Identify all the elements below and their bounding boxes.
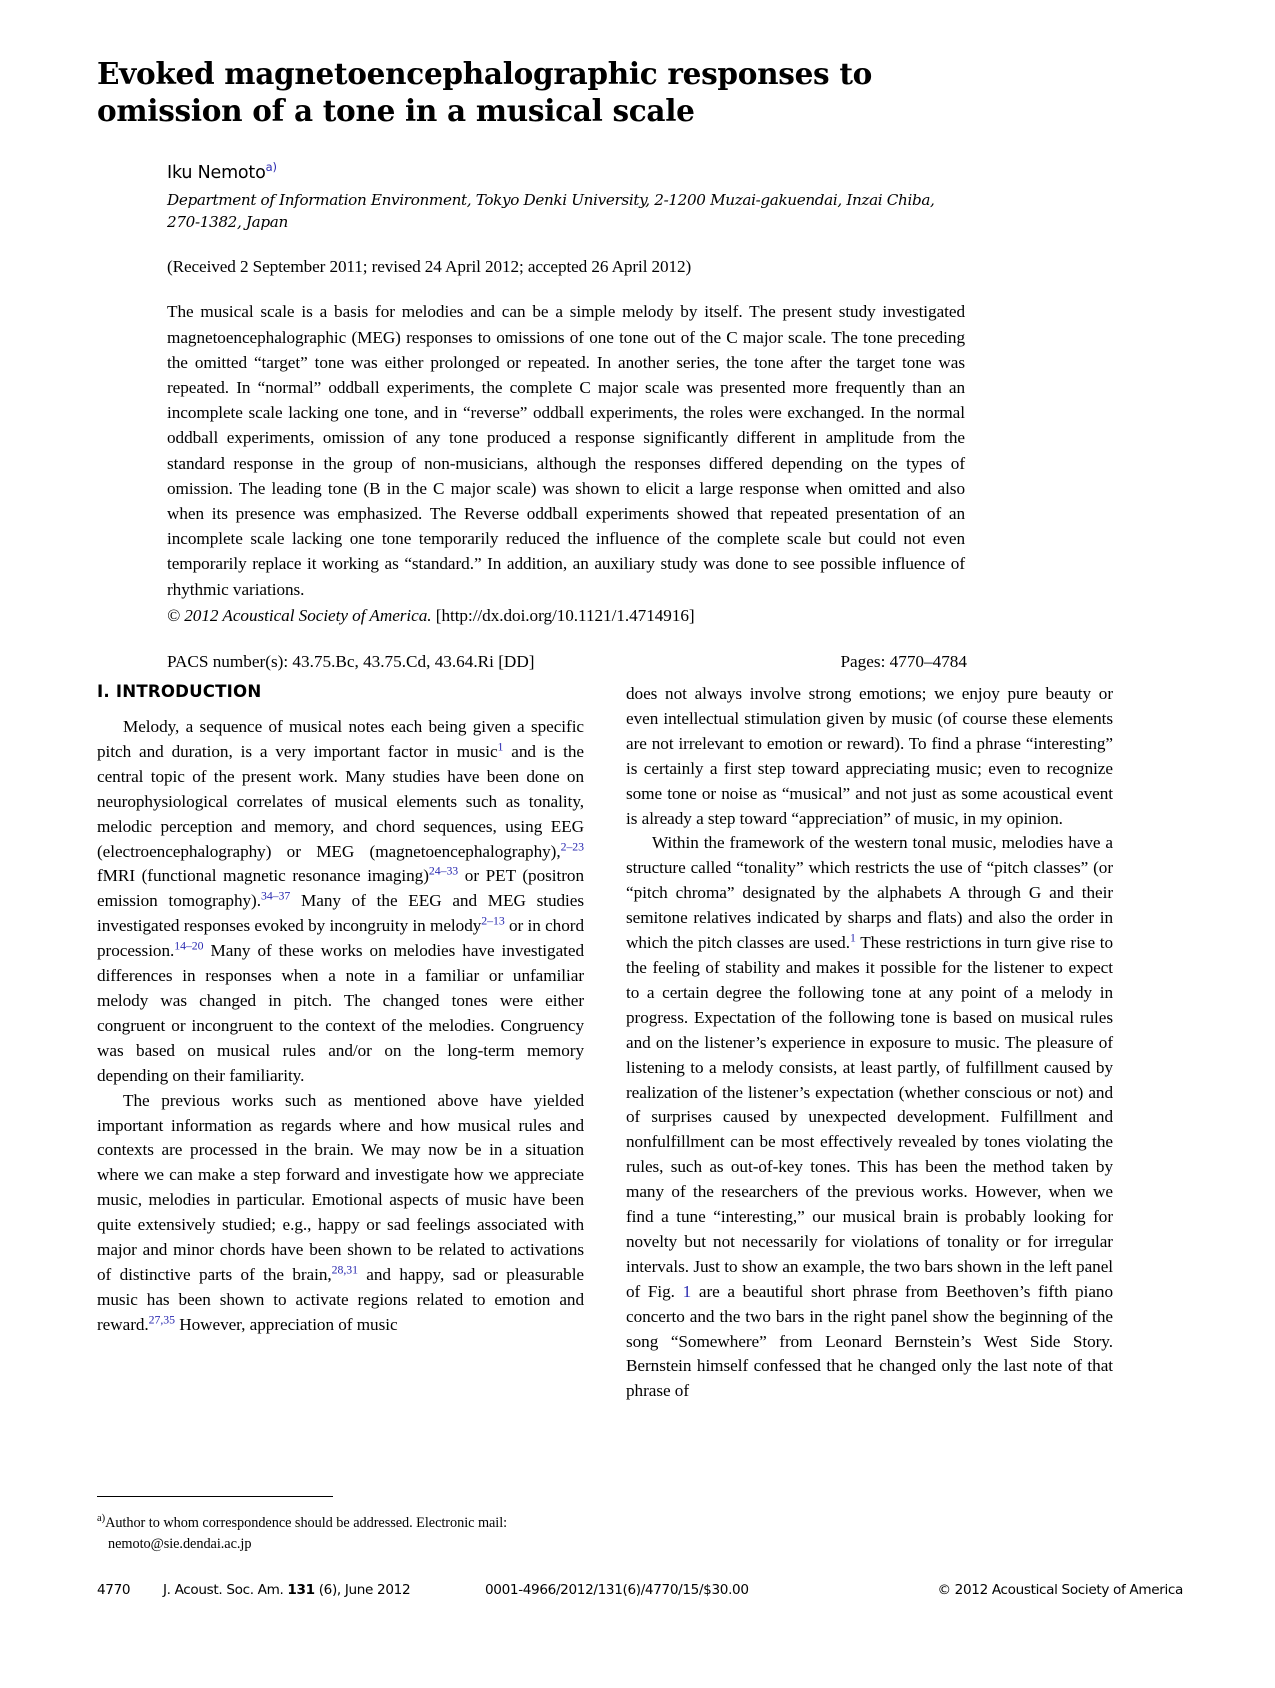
- footnote-email[interactable]: nemoto@sie.dendai.ac.jp: [108, 1535, 252, 1552]
- figure-reference-link[interactable]: 1: [682, 1281, 692, 1301]
- paragraph-intro-2: [97, 1089, 584, 1338]
- paper-header: [97, 55, 1179, 672]
- pacs-row: [167, 652, 967, 672]
- text-seg: are a beautiful short phrase from Beethoven’s fifth piano concerto and the two bars in the right panel show the beginning of the song “Somewhere” from Leonard Bernstein’s West Side Story. Bernstein himself confessed that he changed only the last note of that phrase of: [626, 1281, 1113, 1401]
- footnote-block: [97, 1496, 584, 1554]
- text-seg: fMRI (functional magnetic resonance imaging): [97, 866, 429, 886]
- text-seg: or in chord procession.: [97, 916, 584, 961]
- citation-ref[interactable]: 34–37: [260, 888, 291, 903]
- left-column: [97, 682, 584, 1404]
- paragraph-intro-3: does not always involve strong emotions; we enjoy pure beauty or even intellectual stimulation given by music (of course these elements are not irrelevant to emotion or reward). To find a phrase “interesting” is certainly a first step toward appreciating music; even to recognize some tone or noise as “musical” and not just as some acoustical event is already a step toward “appreciation” of music, in my opinion.: [626, 684, 1113, 828]
- abstract-text: The musical scale is a basis for melodies and can be a simple melody by itself. The present study investigated magnetoencephalographic (MEG) responses to omissions of one tone out of the C major scale. The tone preceding the omitted “target” tone was either prolonged or repeated. In another series, the tone after the target tone was repeated. In “normal” oddball experiments, the complete C major scale was presented more frequently than an incomplete scale lacking one tone, and in “reverse” oddball experiments, the roles were exchanged. In the normal oddball experiments, omission of any tone produced a response significantly different in amplitude from the standard response in the group of non-musicians, although the responses differed depending on the types of omission. The leading tone (B in the C major scale) was shown to elicit a large response when omitted and also when its presence was emphasized. The Reverse oddball experiments showed that repeated presentation of an incomplete scale lacking one tone temporarily reduced the influence of the complete scale but could not even temporarily replace it working as “standard.” In addition, an auxiliary study was done to see possible influence of rhythmic variations.: [167, 302, 965, 599]
- author-block: [167, 160, 967, 628]
- doi-link[interactable]: [http://dx.doi.org/10.1121/1.4714916]: [435, 605, 695, 625]
- paragraph-intro-1: [97, 715, 584, 1089]
- citation-ref[interactable]: 1: [849, 930, 856, 945]
- footnote-marker: a): [97, 1513, 106, 1525]
- footnote-text: [97, 1513, 584, 1554]
- pacs-numbers: PACS number(s): 43.75.Bc, 43.75.Cd, 43.64.Ri [DD]: [167, 651, 535, 671]
- footnote-body: Author to whom correspondence should be addressed. Electronic mail:: [105, 1515, 508, 1531]
- journal-issue-date: (6), June 2012: [314, 1582, 411, 1598]
- text-seg: or PET (positron emission tomography).: [97, 866, 584, 911]
- author-affiliation: Department of Information Environment, Tokyo Denki University, 2-1200 Muzai-gakuendai, Inzai Chiba, 270-1382, Japan: [167, 191, 935, 231]
- footer-page-number: 4770: [97, 1582, 131, 1598]
- footer-issn-line: 0001-4966/2012/131(6)/4770/15/$30.00: [485, 1582, 749, 1598]
- text-seg: Many of the EEG and MEG studies investigated responses evoked by incongruity in melody: [97, 891, 584, 936]
- text-seg: and happy, sad or pleasurable music has been shown to activate regions related to emotion and reward.: [97, 1264, 584, 1334]
- citation-ref[interactable]: 1: [497, 739, 504, 754]
- page-range: Pages: 4770–4784: [840, 651, 967, 671]
- right-column: [626, 682, 1113, 1404]
- citation-ref[interactable]: 2–23: [560, 838, 584, 853]
- citation-ref[interactable]: 2–13: [481, 913, 505, 928]
- paragraph-intro-4: [626, 831, 1113, 1404]
- page-title: Evoked magnetoencephalographic responses to omission of a tone in a musical scale: [97, 56, 873, 129]
- footer-copyright: © 2012 Acoustical Society of America: [937, 1582, 1183, 1598]
- author-footnote-marker[interactable]: a): [265, 160, 277, 175]
- received-dates: (Received 2 September 2011; revised 24 April 2012; accepted 26 April 2012): [167, 257, 692, 277]
- text-seg: The previous works such as mentioned above have yielded important information as regards where and how musical rules and contexts are processed in the brain. We may now be in a situation where we can make a step forward and investigate how we appreciate music, melodies in particular. Emotional aspects of music have been quite extensively studied; e.g., happy or sad feelings associated with major and minor chords have been shown to be related to activations of distinctive parts of the brain,: [97, 1090, 584, 1284]
- citation-ref[interactable]: 27,35: [148, 1312, 175, 1327]
- journal-volume: 131: [287, 1582, 315, 1598]
- abstract-copyright-line: [167, 603, 965, 628]
- citation-ref[interactable]: 28,31: [331, 1262, 358, 1277]
- citation-ref[interactable]: 14–20: [174, 938, 204, 953]
- body-columns: [97, 682, 1183, 1404]
- text-seg: Many of these works on melodies have investigated differences in responses when a note in a familiar or unfamiliar melody was changed in pitch. The changed tones were either congruent or incongruent to the context of the melodies. Congruency was based on musical rules and/or on the long-term memory depending on their familiarity.: [97, 941, 584, 1085]
- text-seg: These restrictions in turn give rise to the feeling of stability and makes it possible for the listener to expect to a certain degree the following tone at any point of a melody in progress. Expectation of the following tone is based on musical rules and on the listener’s experience in exposure to music. The pleasure of listening to a melody consists, at least partly, of fulfillment caused by realization of the listener’s expectation (whether conscious or not) and of surprises caused by unexpected development. Fulfillment and nonfulfillment can be most effectively revealed by tones violating the rules, such as out-of-key tones. This has been the method taken by many of the researchers of the previous works. However, when we find a tune “interesting,” our musical brain is probably looking for novelty but not necessarily for violations of tonality or for irregular intervals. Just to show an example, the two bars shown in the left panel of Fig.: [626, 933, 1113, 1301]
- abstract: [167, 299, 965, 627]
- author-name: [167, 160, 967, 184]
- text-seg: Within the framework of the western tonal music, melodies have a structure called “tonality” which restricts the use of “pitch classes” (or “pitch chroma” designated by the alphabets A through G and their semitone relatives indicated by sharps and flats) and also the order in which the pitch classes are used.: [626, 833, 1113, 953]
- page-footer: [97, 1582, 1183, 1598]
- citation-ref[interactable]: 24–33: [428, 863, 459, 878]
- copyright-statement: © 2012 Acoustical Society of America.: [167, 605, 432, 625]
- text-seg: and is the central topic of the present work. Many studies have been done on neurophysiological correlates of musical elements such as tonality, melodic perception and memory, and chord sequences, using EEG (electroencephalography) or MEG (magnetoencephalography),: [97, 741, 584, 861]
- footer-journal-reference: [163, 1582, 485, 1598]
- text-seg: Melody, a sequence of musical notes each being given a specific pitch and duration, is a very important factor in music: [97, 717, 584, 761]
- footnote-divider: [97, 1496, 333, 1497]
- text-seg: However, appreciation of music: [174, 1314, 398, 1334]
- section-heading-introduction: I. INTRODUCTION: [97, 682, 262, 701]
- journal-name: J. Acoust. Soc. Am.: [163, 1582, 288, 1598]
- author-name-text: Iku Nemoto: [167, 163, 266, 184]
